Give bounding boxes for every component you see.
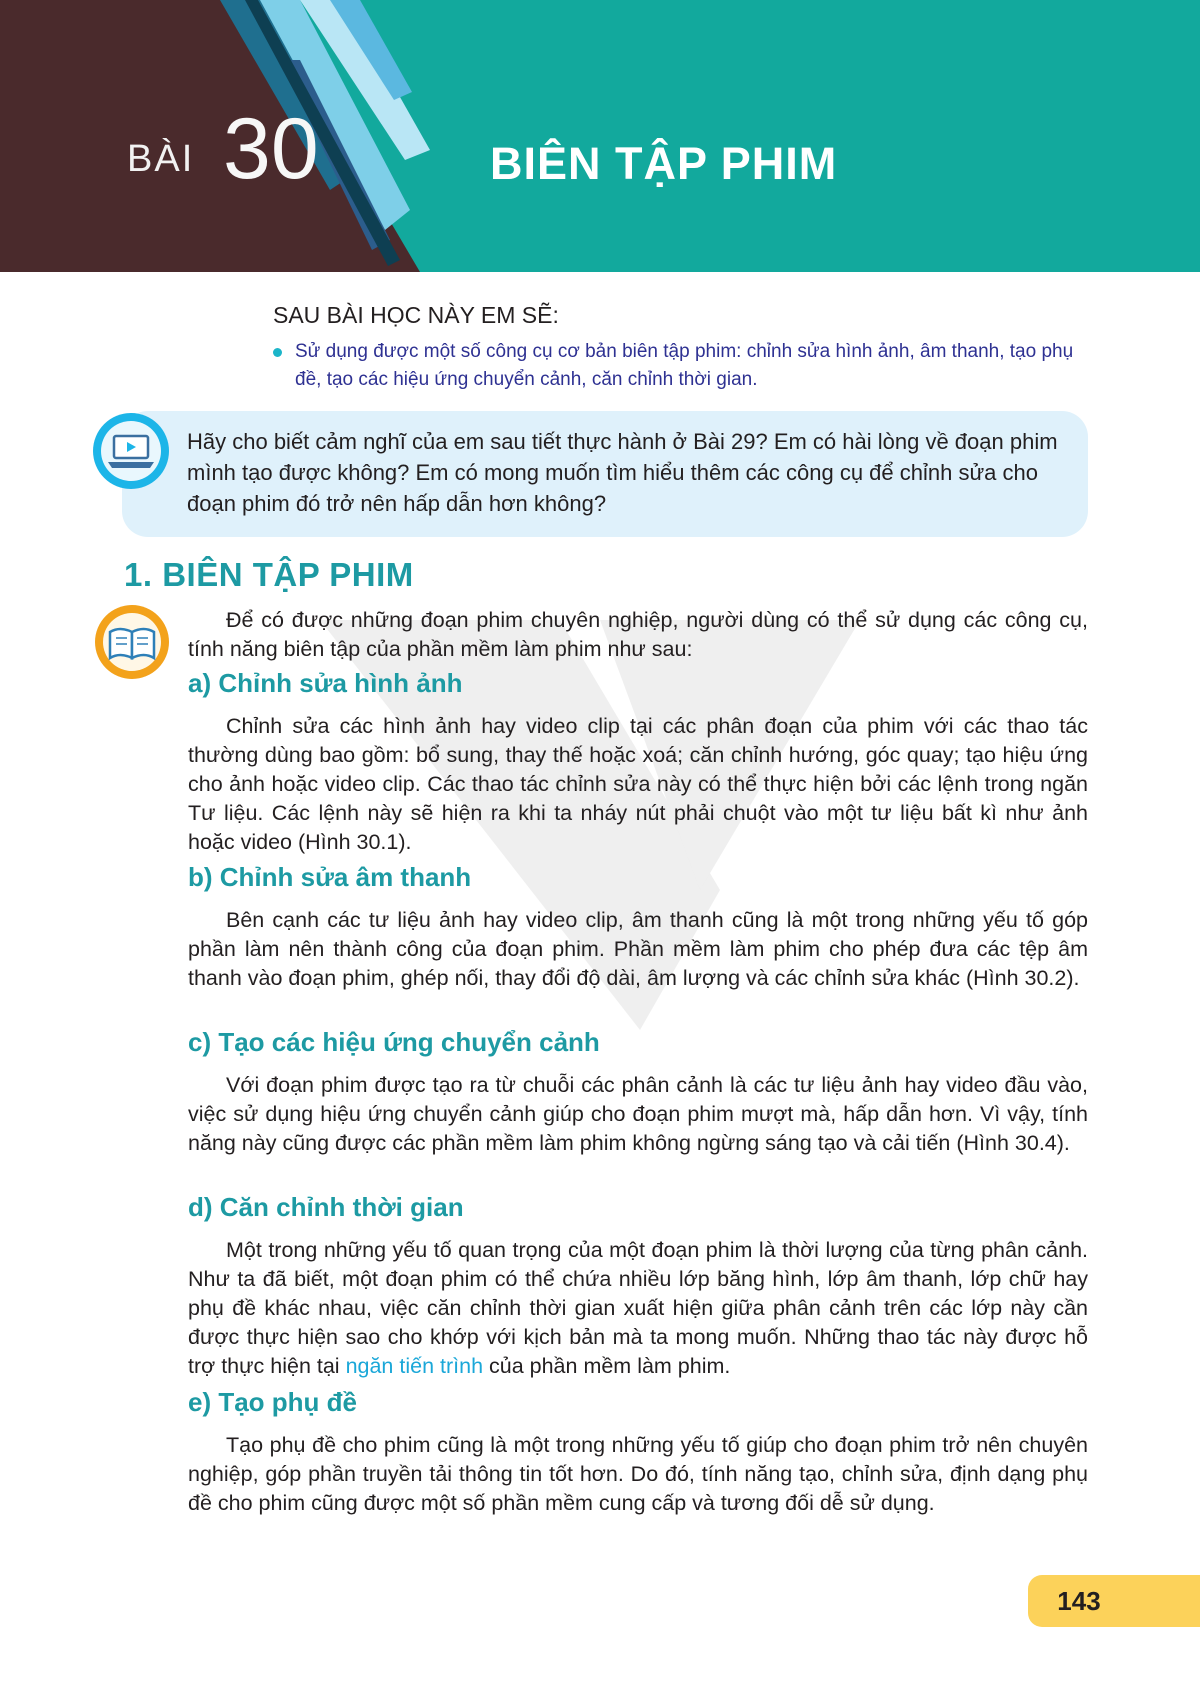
objective-item: Sử dụng được một số công cụ cơ bản biên tập phim: chỉnh sửa hình ảnh, âm thanh, tạo phụ đề, tạo các hiệu ứng chuyển cảnh, căn chỉnh thời gian. xyxy=(295,341,1074,390)
subsection-e-heading: e) Tạo phụ đề xyxy=(188,1387,357,1417)
subsection-d-heading: d) Căn chỉnh thời gian xyxy=(188,1192,464,1222)
warmup-question: Hãy cho biết cảm nghĩ của em sau tiết thực hành ở Bài 29? Em có hài lòng về đoạn phim mình tạo được không? Em có mong muốn tìm hiểu thêm các công cụ để chỉnh sửa cho đoạn phim đó trở nên hấp dẫn hơn không? xyxy=(187,429,1058,516)
section-intro: Để có được những đoạn phim chuyên nghiệp, người dùng có thể sử dụng các công cụ, tính năng biên tập của phần mềm làm phim như sau: xyxy=(188,608,1088,661)
subsection-c-text: Với đoạn phim được tạo ra từ chuỗi các phân cảnh là các tư liệu ảnh hay video đầu vào, việc sử dụng hiệu ứng chuyển cảnh giúp cho đoạn phim mượt mà, hấp dẫn hơn. Vì vậy, tính năng này cũng được các phần mềm làm phim không ngừng sáng tạo và cải tiến (Hình 30.4). xyxy=(188,1073,1088,1155)
lesson-number: 30 xyxy=(223,101,319,197)
lesson-label: BÀI xyxy=(127,138,195,180)
page-title: BIÊN TẬP PHIM xyxy=(490,138,838,189)
video-lesson-icon xyxy=(92,412,170,490)
bullet-dot xyxy=(273,348,282,357)
subsection-b-heading: b) Chỉnh sửa âm thanh xyxy=(188,862,472,892)
banner-graphic xyxy=(0,0,1200,272)
subsection-a-text: Chỉnh sửa các hình ảnh hay video clip tại các phân đoạn của phim với các thao tác thường dùng bao gồm: bổ sung, thay thế hoặc xoá; căn chỉnh hướng, góc quay; tạo hiệu ứng cho ảnh hoặc video clip. Các thao tác chỉnh sửa này có thể thực hiện bởi các lệnh trong ngăn Tư liệu. Các lệnh này sẽ hiện ra khi ta nháy nút phải chuột vào một tư liệu bất kì như ảnh hoặc video (Hình 30.1). xyxy=(188,714,1088,854)
section-heading: 1. BIÊN TẬP PHIM xyxy=(124,556,414,593)
objectives-heading: SAU BÀI HỌC NÀY EM SẼ: xyxy=(273,302,559,328)
lesson-banner xyxy=(0,0,1200,272)
key-term: ngăn tiến trình xyxy=(345,1354,484,1378)
book-icon xyxy=(94,604,170,680)
subsection-c-heading: c) Tạo các hiệu ứng chuyển cảnh xyxy=(188,1027,600,1057)
subsection-e-text: Tạo phụ đề cho phim cũng là một trong những yếu tố giúp cho đoạn phim trở nên chuyên nghiệp, góp phần truyền tải thông tin tốt hơn. Do đó, tính năng tạo, chỉnh sửa, định dạng phụ đề cho phim cũng được một số phần mềm cung cấp và tương đối dễ sử dụng. xyxy=(188,1433,1088,1515)
subsection-b-text: Bên cạnh các tư liệu ảnh hay video clip, âm thanh cũng là một trong những yếu tố góp phần làm nên thành công của đoạn phim. Phần mềm làm phim cho phép đưa các tệp âm thanh vào đoạn phim, ghép nối, thay đổi độ dài, âm lượng và các chỉnh sửa khác (Hình 30.2). xyxy=(188,908,1088,990)
subsection-d-text: Một trong những yếu tố quan trọng của một đoạn phim là thời lượng của từng phân cảnh. Như ta đã biết, một đoạn phim có thể chứa nhiều lớp băng hình, lớp âm thanh, lớp chữ hay phụ đề khác nhau, việc căn chỉnh thời gian xuất hiện giữa phân cảnh trên các lớp này cần được thực hiện sao cho khớp với kịch bản mà ta mong muốn. Những thao tác này được hỗ trợ thực hiện tại ngăn tiến trình của phần mềm làm phim. xyxy=(188,1238,1088,1378)
subsection-a-heading: a) Chỉnh sửa hình ảnh xyxy=(188,668,463,698)
page-number: 143 xyxy=(1057,1586,1101,1616)
